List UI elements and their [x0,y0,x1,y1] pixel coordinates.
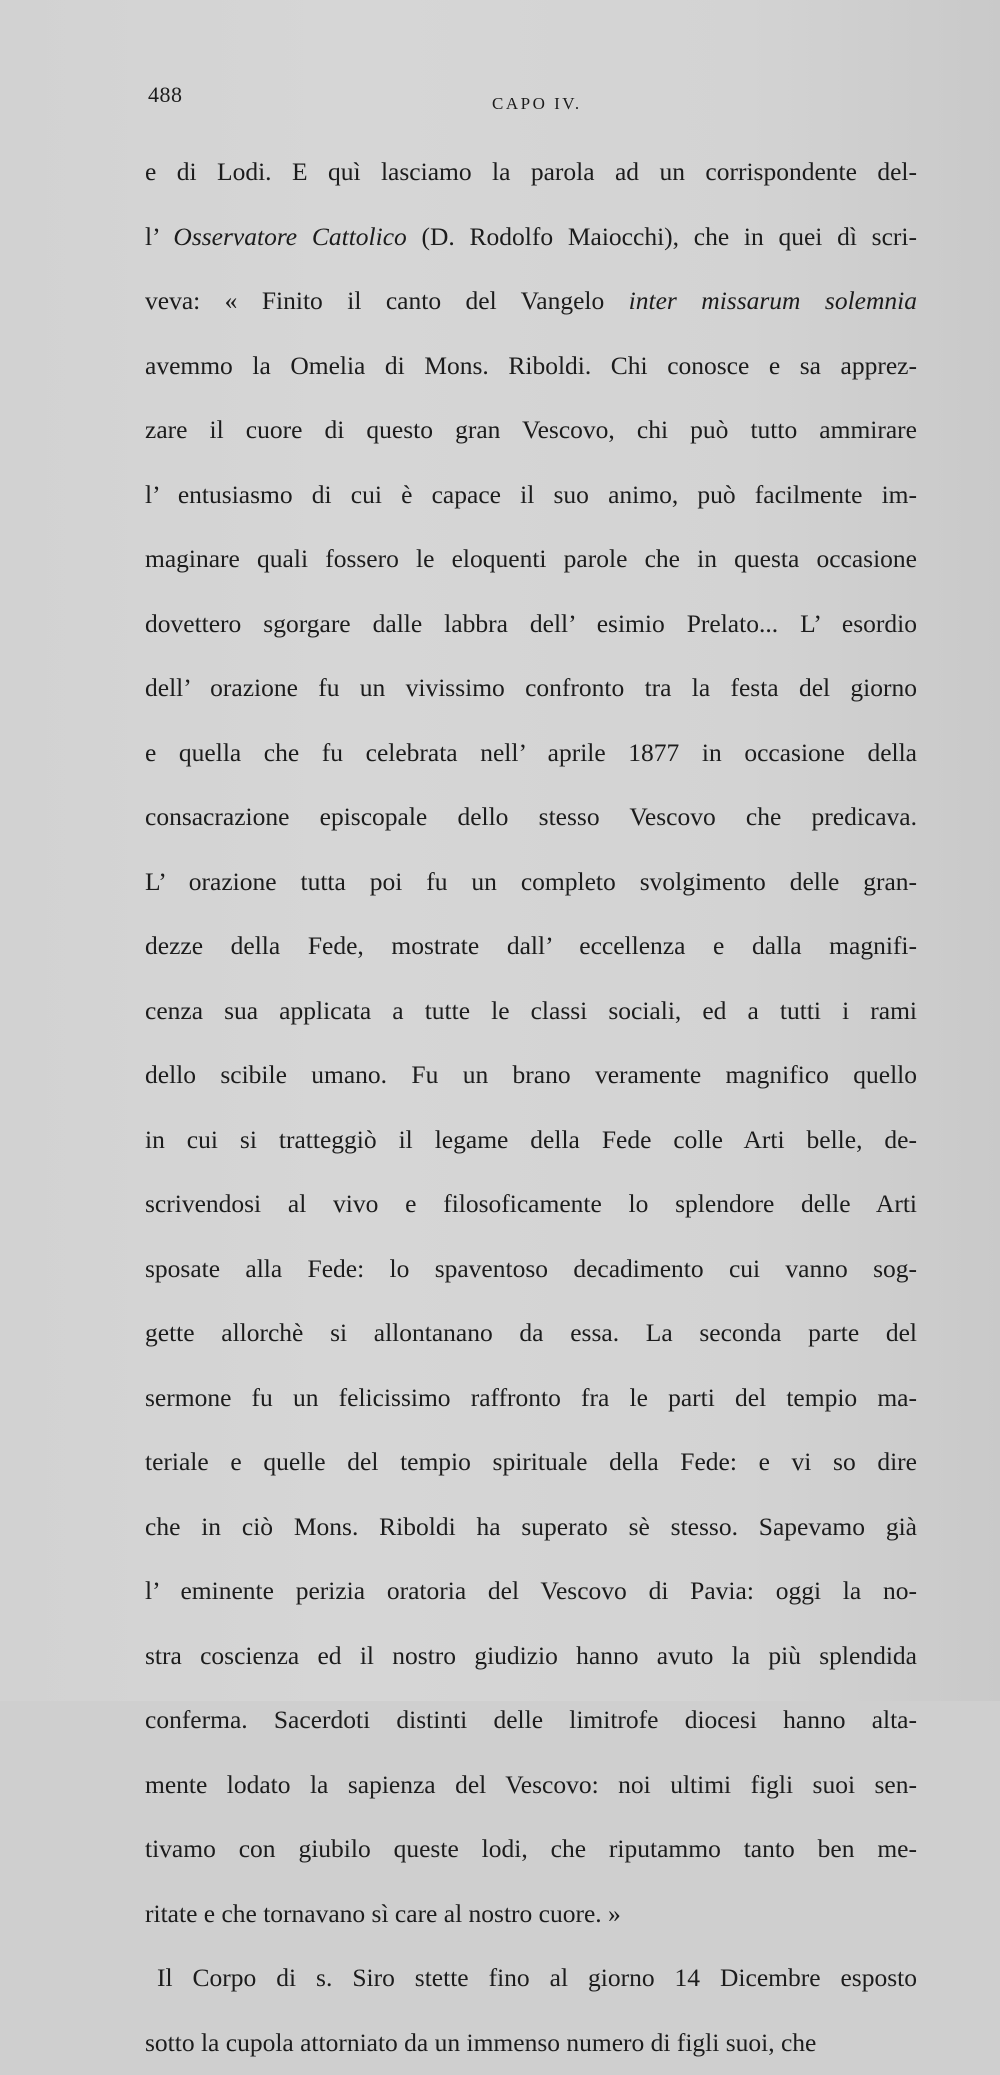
text-line [145,140,917,205]
text-segment: cenza sua applicata a tutte le classi sociali, ed a tutti i rami [145,996,917,1025]
text-segment: teriale e quelle del tempio spirituale della Fede: e vi so dire [145,1447,917,1476]
text-line [145,1753,917,1818]
text-line [145,850,917,915]
text-line [145,1882,917,1947]
text-segment: in cui si tratteggiò il legame della Fede colle Arti belle, de- [145,1125,917,1154]
text-segment: sermone fu un felicissimo raffronto fra le parti del tempio ma- [145,1383,917,1412]
text-line [145,785,917,850]
text-segment: l’ entusiasmo di cui è capace il suo animo, può facilmente im- [145,480,917,509]
text-segment: tivamo con giubilo queste lodi, che riputammo tanto ben me- [145,1834,917,1863]
text-line [145,1172,917,1237]
text-segment: maginare quali fossero le eloquenti parole che in questa occasione [145,544,917,573]
text-line [145,1495,917,1560]
text-line [145,269,917,334]
text-line [145,205,917,270]
text-line [145,1237,917,1302]
text-segment: dezze della Fede, mostrate dall’ eccellenza e dalla magnifi- [145,931,917,960]
text-line [145,1430,917,1495]
text-line [145,1301,917,1366]
text-segment: gette allorchè si allontanano da essa. La seconda parte del [145,1318,917,1347]
text-line [145,979,917,1044]
page-number: 488 [148,82,183,108]
text-line [145,334,917,399]
text-segment: L’ orazione tutta poi fu un completo svolgimento delle gran- [145,867,917,896]
text-segment: l’ [145,222,173,251]
text-line [145,1559,917,1624]
text-segment: dello scibile umano. Fu un brano veramente magnifico quello [145,1060,917,1089]
text-segment: scrivendosi al vivo e filosoficamente lo splendore delle Arti [145,1189,917,1218]
italic-text-segment: Osservatore Cattolico [173,222,406,251]
text-line [145,721,917,786]
text-segment: dell’ orazione fu un vivissimo confronto tra la festa del giorno [145,673,917,702]
text-segment: l’ eminente perizia oratoria del Vescovo di Pavia: oggi la no- [145,1576,917,1605]
text-segment: ritate e che tornavano sì care al nostro cuore. » [145,1899,621,1928]
text-segment: Il Corpo di s. Siro stette fino al giorno 14 Dicembre esposto [157,1963,917,1992]
text-segment: sotto la cupola attorniato da un immenso numero di figli suoi, che [145,2028,816,2057]
text-segment: mente lodato la sapienza del Vescovo: noi ultimi figli suoi sen- [145,1770,917,1799]
text-line [145,527,917,592]
text-segment: consacrazione episcopale dello stesso Vescovo che predicava. [145,802,917,831]
text-line [145,1043,917,1108]
text-line [145,1946,917,2011]
text-segment: e di Lodi. E quì lasciamo la parola ad un corrispondente del- [145,157,917,186]
text-segment: (D. Rodolfo Maiocchi), che in quei dì scri- [407,222,917,251]
text-line [145,1108,917,1173]
text-line [145,398,917,463]
text-line [145,2011,917,2075]
text-segment: avemmo la Omelia di Mons. Riboldi. Chi conosce e sa apprez- [145,351,917,380]
text-segment: che in ciò Mons. Riboldi ha superato sè stesso. Sapevamo già [145,1512,917,1541]
text-line [145,656,917,721]
body-text [145,140,917,2075]
chapter-heading: CAPO IV. [492,94,582,114]
text-line [145,1624,917,1689]
text-line [145,1366,917,1431]
text-segment: stra coscienza ed il nostro giudizio hanno avuto la più splendida [145,1641,917,1670]
text-line [145,592,917,657]
text-segment: sposate alla Fede: lo spaventoso decadimento cui vanno sog- [145,1254,917,1283]
text-segment: e quella che fu celebrata nell’ aprile 1877 in occasione della [145,738,917,767]
italic-text-segment: inter missarum solemnia [629,286,917,315]
text-line [145,914,917,979]
text-segment: veva: « Finito il canto del Vangelo [145,286,629,315]
text-line [145,1817,917,1882]
text-line [145,1688,917,1753]
running-head [145,78,935,118]
text-segment: conferma. Sacerdoti distinti delle limitrofe diocesi hanno alta- [145,1705,917,1734]
text-segment: dovettero sgorgare dalle labbra dell’ esimio Prelato... L’ esordio [145,609,917,638]
text-line [145,463,917,528]
text-segment: zare il cuore di questo gran Vescovo, chi può tutto ammirare [145,415,917,444]
